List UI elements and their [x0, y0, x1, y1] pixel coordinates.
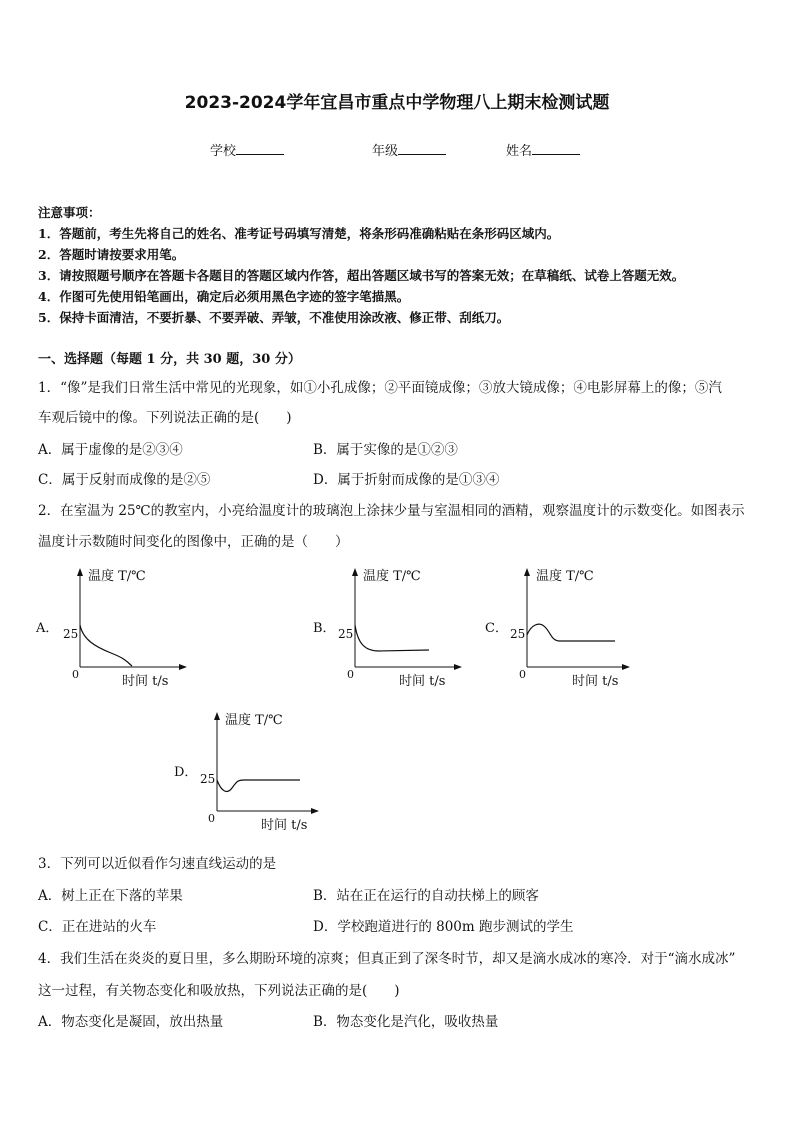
- q4-option-b[interactable]: B．物态变化是汽化，吸收热量: [313, 1014, 499, 1030]
- graph-a-origin: 0: [72, 668, 79, 681]
- graph-a-tick-25: 25: [63, 627, 79, 641]
- q3-option-d[interactable]: D．学校跑道进行的 800m 跑步测试的学生: [313, 919, 574, 935]
- notice-item-2: 2．答题时请按要求用笔。: [38, 247, 185, 262]
- graph-a-ylabel: 温度 T/℃: [88, 569, 146, 584]
- notice-item-3: 3．请按照题号顺序在答题卡各题目的答题区域内作答，超出答题区域书写的答案无效；在草稿纸、试卷上答题无效。: [38, 268, 685, 283]
- graph-d-tick-25: 25: [200, 772, 216, 786]
- grade-label: 年级: [372, 144, 399, 159]
- q3-option-c[interactable]: C．正在进站的火车: [38, 919, 157, 935]
- graph-b-ylabel: 温度 T/℃: [363, 569, 421, 584]
- school-field: [210, 140, 284, 159]
- graph-b-origin: 0: [347, 668, 354, 681]
- name-label: 姓名: [506, 144, 533, 159]
- q1-option-c[interactable]: C．属于反射而成像的是②⑤: [38, 472, 211, 488]
- graph-d-origin: 0: [208, 812, 215, 825]
- notice-item-1: 1．答题前，考生先将自己的姓名、准考证号码填写清楚，将条形码准确粘贴在条形码区域内。: [38, 226, 560, 241]
- name-blank[interactable]: [532, 142, 580, 155]
- school-label: 学校: [210, 144, 237, 159]
- q4-stem-line2: 这一过程，有关物态变化和吸放热，下列说法正确的是( ): [38, 983, 400, 999]
- notice-item-5: 5．保持卡面清洁，不要折暴、不要弄破、弄皱，不准使用涂改液、修正带、刮纸刀。: [38, 310, 510, 325]
- q2-graph-c[interactable]: [485, 565, 645, 695]
- school-blank[interactable]: [236, 142, 284, 155]
- graph-d-xlabel: 时间 t/s: [261, 818, 308, 833]
- q1-stem-line1: 1．“像”是我们日常生活中常见的光现象，如①小孔成像；②平面镜成像；③放大镜成像；④电影屏幕上的像；⑤汽: [38, 380, 722, 396]
- q1-option-a[interactable]: A．属于虚像的是②③④: [38, 442, 183, 458]
- q2-stem-line1: 2．在室温为 25℃的教室内，小亮给温度计的玻璃泡上涂抹少量与室温相同的酒精，观察温度计的示数变化。如图表示: [38, 503, 745, 519]
- q2-stem-line2: 温度计示数随时间变化的图像中，正确的是（ ）: [38, 534, 349, 550]
- graph-a-xlabel: 时间 t/s: [122, 674, 169, 689]
- q3-option-b[interactable]: B．站在正在运行的自动扶梯上的顾客: [313, 888, 539, 904]
- grade-field: [372, 140, 446, 159]
- q1-option-b[interactable]: B．属于实像的是①②③: [313, 442, 458, 458]
- graph-c-xlabel: 时间 t/s: [572, 674, 619, 689]
- graph-b-curve: [355, 625, 429, 651]
- grade-blank[interactable]: [398, 142, 446, 155]
- notice-item-4: 4．作图可先使用铅笔画出，确定后必须用黑色字迹的签字笔描黑。: [38, 289, 410, 304]
- page-title: 2023-2024学年宜昌市重点中学物理八上期末检测试题: [184, 93, 610, 113]
- graph-d-ylabel: 温度 T/℃: [225, 713, 283, 728]
- section-heading: 一、选择题（每题 1 分，共 30 题，30 分）: [38, 352, 301, 367]
- name-field: [506, 140, 580, 159]
- q3-option-a[interactable]: A．树上正在下落的苹果: [38, 888, 183, 904]
- q2-graph-a[interactable]: [36, 565, 196, 695]
- notice-heading: 注意事项：: [38, 205, 101, 220]
- graph-c-option-label: C．: [485, 621, 508, 636]
- graph-c-origin: 0: [519, 668, 526, 681]
- graph-c-curve: [527, 624, 615, 641]
- graph-c-ylabel: 温度 T/℃: [536, 569, 594, 584]
- graph-a-option-label: A．: [36, 621, 59, 636]
- graph-d-option-label: D．: [174, 765, 198, 780]
- graph-c-tick-25: 25: [510, 627, 526, 641]
- q1-stem-line2: 车观后镜中的像。下列说法正确的是( ): [38, 410, 292, 426]
- q3-stem: 3．下列可以近似看作匀速直线运动的是: [38, 856, 277, 872]
- q4-option-a[interactable]: A．物态变化是凝固，放出热量: [38, 1014, 224, 1030]
- graph-b-xlabel: 时间 t/s: [399, 674, 446, 689]
- graph-d-curve: [217, 780, 300, 791]
- q2-graph-b[interactable]: [311, 565, 471, 695]
- graph-b-tick-25: 25: [338, 627, 354, 641]
- q1-option-d[interactable]: D．属于折射而成像的是①③④: [313, 472, 500, 488]
- graph-b-option-label: B．: [313, 621, 336, 636]
- graph-a-curve: [80, 625, 132, 666]
- q4-stem-line1: 4．我们生活在炎炎的夏日里，多么期盼环境的凉爽；但真正到了深冬时节，却又是滴水成冰的寒冷．对于“滴水成冰”: [38, 951, 736, 967]
- q2-graph-d[interactable]: [174, 709, 334, 839]
